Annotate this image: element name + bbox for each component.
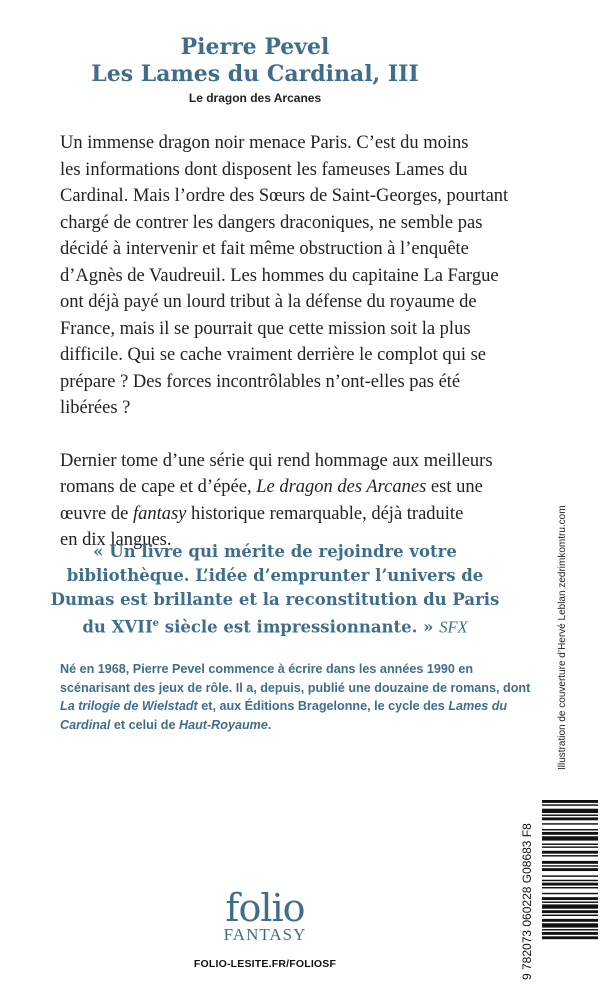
barcode-bar [542, 887, 598, 888]
blurb-line: Cardinal. Mais l’ordre des Sœurs de Saint-Georges, pourtant [60, 186, 509, 206]
barcode-bar [542, 846, 598, 847]
italic-title: Haut-Royaume [178, 717, 268, 732]
barcode-bar [542, 929, 598, 930]
barcode-bar [542, 868, 598, 871]
text-run: est une [426, 477, 483, 497]
text-run: Né en 1968, Pierre Pevel commence à écrire dans les années 1990 en scénarisant des jeux de rôle. Il a, depuis, publié une douzaine de romans, dont [60, 662, 531, 695]
barcode-bar [542, 809, 598, 813]
text-run: et celui de [110, 717, 179, 732]
barcode-bar [542, 861, 598, 864]
text-run: et, aux Éditions Bragelonne, le cycle des [197, 699, 449, 714]
quote-line: Dumas est brillante et la reconstitution du Paris [50, 590, 500, 609]
italic-title: Lames du Cardinal [60, 699, 508, 732]
fantasy-wordmark: FANTASY [223, 925, 307, 944]
barcode-bar [542, 923, 598, 927]
blurb-line: d’Agnès de Vaudreuil. Les hommes du capitaine La Fargue [60, 265, 499, 286]
barcode-bar [542, 936, 598, 939]
blurb-line: chargé de contrer les dangers draconiques, ne semble pas [60, 212, 483, 233]
barcode-bar [542, 865, 598, 866]
blurb-line: ont déjà payé un lourd tribut à la défense du royaume de [60, 292, 477, 312]
folio-wordmark: folio [225, 886, 305, 930]
publisher-logo [175, 886, 355, 970]
website-url: FOLIO-LESITE.FR/FOLIOSF [193, 958, 337, 970]
barcode-bar [542, 823, 598, 824]
barcode-bar [542, 910, 598, 913]
text-run: siècle est impressionnante. » [159, 617, 434, 637]
barcode-bar [542, 880, 598, 881]
blurb-line: difficile. Qui se cache vraiment derrière le complot qui se [60, 345, 487, 365]
author-bio [60, 660, 538, 734]
barcode-bar [542, 919, 598, 922]
book-subtitle: Le dragon des Arcanes [188, 91, 322, 105]
barcode-bar [542, 883, 598, 886]
quote-source: SFX [439, 617, 468, 637]
blurb-line: libérées ? [60, 398, 131, 418]
barcode-bar [542, 893, 598, 894]
blurb-line: les informations dont disposent les fameuses Lames du [60, 159, 468, 180]
quote-line [40, 612, 510, 640]
quote-line: bibliothèque. L’idée d’emprunter l’univers de [66, 566, 484, 585]
barcode-bar [542, 817, 598, 820]
author-name: Pierre Pevel [180, 34, 330, 60]
superscript: e [152, 618, 160, 629]
barcode-bar [542, 832, 598, 835]
barcode-bar [542, 897, 598, 900]
title-block [0, 34, 510, 107]
illustration-credit: Illustration de couverture d’Hervé Leblan zedrimkomtru.com [557, 505, 568, 770]
blurb-line: Un immense dragon noir menace Paris. C’est du moins [60, 133, 469, 153]
blurb-paragraph-2 [60, 448, 528, 554]
barcode-bar [542, 800, 598, 803]
blurb-line: décidé à intervenir et fait même obstruction à l’enquête [60, 239, 469, 259]
barcode-bar [542, 932, 598, 935]
italic-title: La trilogie de Wielstadt [60, 699, 198, 714]
text-run: . [267, 717, 272, 732]
barcode-bar [542, 904, 598, 908]
barcode-bar [542, 804, 598, 805]
blurb-line: prépare ? Des forces incontrôlables n’ont-elles pas été [60, 371, 461, 392]
text-run: œuvre de [60, 503, 133, 524]
blurb-line [60, 474, 528, 501]
isbn-block [520, 800, 600, 980]
text-run: du XVII [82, 617, 153, 637]
barcode-bar [542, 902, 598, 903]
barcode-bar [542, 829, 598, 830]
series-title: Les Lames du Cardinal, III [91, 61, 419, 87]
blurb-line: en dix langues. [60, 530, 172, 550]
blurb-line: France, mais il se pourrait que cette mission soit la plus [60, 318, 471, 339]
italic-word: fantasy [132, 503, 187, 524]
barcode-bar [542, 851, 598, 854]
blurb [60, 130, 528, 554]
barcode-bar [542, 844, 598, 845]
barcode [542, 800, 598, 976]
barcode-bar [542, 915, 598, 916]
barcode-bar [542, 836, 598, 840]
barcode-bar [542, 855, 598, 856]
quote-line: « Un livre qui mérite de rejoindre votre [93, 542, 457, 561]
press-quote [40, 540, 510, 640]
isbn-number: 9 782073 060228 G08683 F8 [520, 823, 534, 980]
italic-title: Le dragon des Arcanes [256, 477, 427, 497]
blurb-line: Dernier tome d’une série qui rend hommage aux meilleurs [60, 450, 493, 471]
barcode-bar [542, 815, 598, 816]
blurb-paragraph-1 [60, 130, 528, 422]
text-run: romans de cape et d’épée, [60, 477, 257, 497]
blurb-line [60, 501, 528, 528]
barcode-bar [542, 875, 598, 876]
text-run: historique remarquable, déjà traduite [186, 503, 464, 524]
